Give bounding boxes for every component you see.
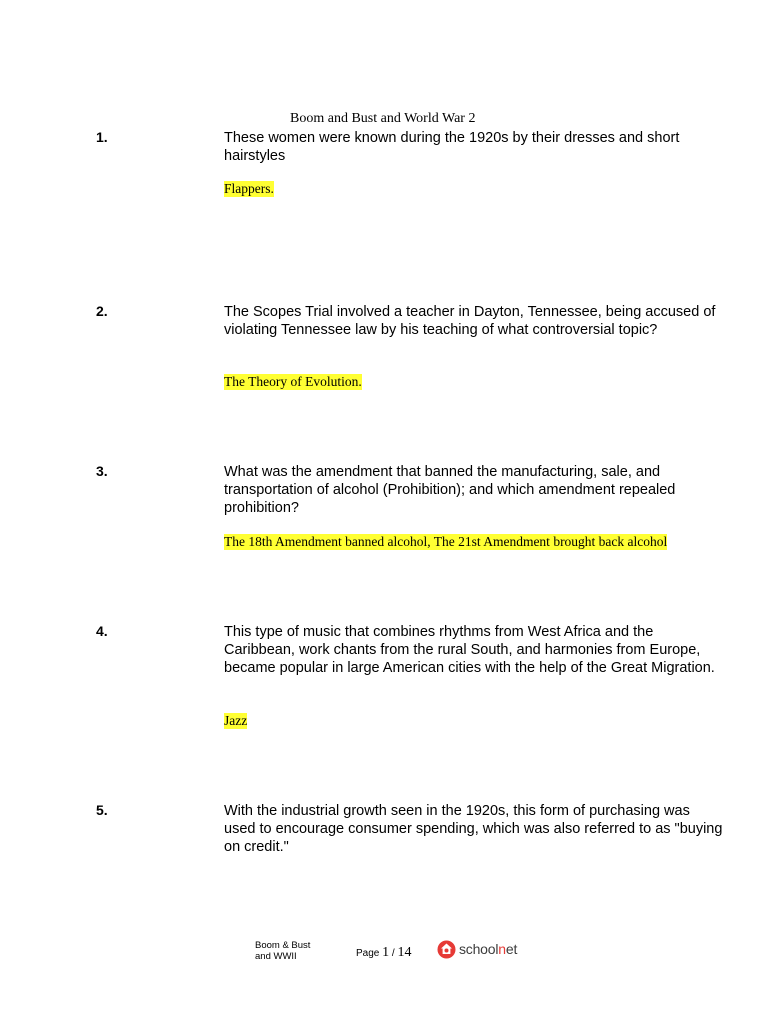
- page-label: Page: [356, 948, 380, 959]
- question-2-text: The Scopes Trial involved a teacher in Dayton, Tennessee, being accused of violating Tennessee law by his teaching of what controversial topic?: [224, 304, 716, 338]
- page-total: 14: [397, 945, 412, 960]
- question-4-text: This type of music that combines rhythms from West Africa and the Caribbean, work chants from the rural South, and harmonies from Europe, became popular in large American cities with the help of the Great Migration.: [224, 624, 715, 676]
- document-title: Boom and Bust and World War 2: [290, 111, 476, 126]
- footer-page-number: [356, 945, 411, 961]
- schoolnet-house-icon: [437, 939, 456, 959]
- question-3-text: What was the amendment that banned the manufacturing, sale, and transportation of alcohol (Prohibition); and which amendment repealed prohibition?: [224, 464, 676, 516]
- question-2-answer: The Theory of Evolution.: [224, 374, 362, 389]
- footer-document-name: Boom & Bust and WWII: [255, 940, 311, 962]
- question-1-number: 1.: [96, 129, 108, 145]
- question-1-text: These women were known during the 1920s by their dresses and short hairstyles: [224, 130, 680, 164]
- schoolnet-logo: [437, 938, 517, 960]
- question-3-answer: The 18th Amendment banned alcohol, The 21st Amendment brought back alcohol: [224, 534, 668, 549]
- page-current: 1: [382, 945, 390, 960]
- question-5-number: 5.: [96, 802, 108, 818]
- question-2-number: 2.: [96, 303, 108, 319]
- question-4-answer: Jazz: [224, 713, 248, 728]
- question-1-answer: Flappers.: [224, 181, 274, 196]
- question-3-number: 3.: [96, 463, 108, 479]
- page-separator: /: [391, 948, 395, 959]
- schoolnet-wordmark: schoolnet: [459, 941, 518, 957]
- question-5-text: With the industrial growth seen in the 1920s, this form of purchasing was used to encourage consumer spending, which was also referred to as "buying on credit.": [224, 803, 723, 855]
- question-4-number: 4.: [96, 623, 108, 639]
